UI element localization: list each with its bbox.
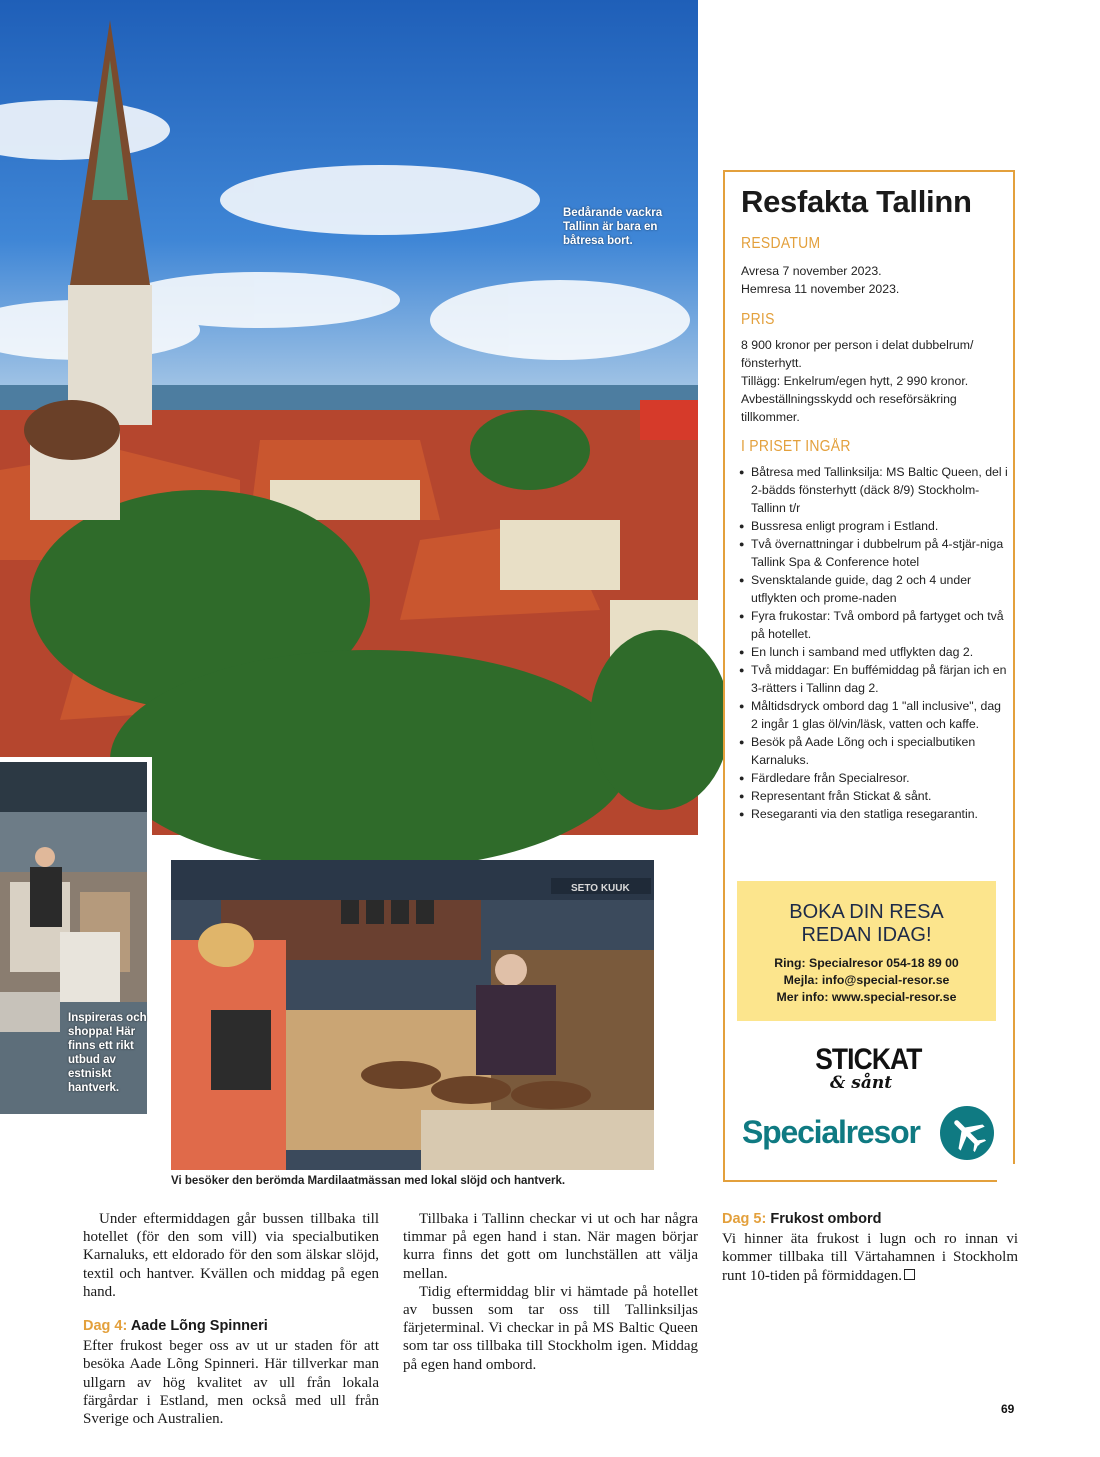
list-item: ● Representant från Stickat & sånt. <box>739 787 1009 805</box>
price-extra: Tillägg: Enkelrum/egen hytt, 2 990 kronor. Avbeställningsskydd och reseförsäkring tillkommer. <box>741 374 969 424</box>
paragraph: Efter frukost beger oss av ut ur staden för att besöka Aade Lõng Spinneri. Här tillverkar man ullgarn av hög kvalitet av ull från lokala färgårdar i Estland, men också med ull från Sverige och Australien. <box>83 1338 379 1428</box>
resdatum-heading: RESDATUM <box>741 235 821 252</box>
hero-photo-tallinn <box>0 0 698 835</box>
ingar-heading: I PRISET INGÅR <box>741 438 851 455</box>
list-item: ● En lunch i samband med utflykten dag 2. <box>739 643 1009 661</box>
market-photo <box>171 860 654 1170</box>
day-4-label: Dag 4: <box>83 1318 128 1335</box>
shop-caption: Inspireras och shoppa! Här finns ett rikt utbud av estniskt hantverk. <box>68 1012 147 1094</box>
booking-web[interactable]: Mer info: www.special-resor.se <box>776 990 957 1004</box>
day-4-title: Aade Lõng Spinneri <box>130 1318 268 1335</box>
day-4-heading <box>83 1317 379 1335</box>
list-item: ● Färdledare från Specialresor. <box>739 769 1009 787</box>
stickat-logo-text: STICKAT <box>815 1043 922 1076</box>
return-date: Hemresa 11 november 2023. <box>741 282 900 296</box>
page-number: 69 <box>1001 1402 1015 1416</box>
list-item: ● Fyra frukostar: Två ombord på fartyget och två på hotellet. <box>739 607 1009 643</box>
booking-heading <box>737 901 996 947</box>
booking-heading-line-2: REDAN IDAG! <box>801 924 932 946</box>
airplane-icon <box>940 1106 994 1160</box>
specialresor-logo <box>742 1106 1002 1164</box>
list-item: ● Besök på Aade Lõng och i specialbutiken Karnaluks. <box>739 733 1009 769</box>
list-item: ● Resegaranti via den statliga resegarantin. <box>739 805 1009 823</box>
article-column-1 <box>83 1210 379 1428</box>
paragraph: Under eftermiddagen går bussen tillbaka till hotellet (för den som vill) via specialbutiken Karnaluks, ett eldorado för den som älskar slöjd, textil och hantver. Kvällen och middag på egen hand. <box>83 1211 379 1300</box>
list-item: ● Måltidsdryck ombord dag 1 "all inclusive", dag 2 ingår 1 glas öl/vin/läsk, vatten och kaffe. <box>739 697 1009 733</box>
resdatum-text <box>741 262 1006 298</box>
booking-contact <box>737 955 996 1006</box>
included-list <box>739 463 1009 823</box>
stickat-logo <box>808 1043 928 1099</box>
booking-phone[interactable]: Ring: Specialresor 054-18 89 00 <box>774 956 959 970</box>
list-item: ● Bussresa enligt program i Estland. <box>739 517 1009 535</box>
end-square-icon <box>904 1269 915 1280</box>
day-5-title: Frukost ombord <box>770 1211 882 1227</box>
day-5-heading <box>722 1210 1018 1228</box>
article-column-2 <box>403 1210 698 1373</box>
day-5-label: Dag 5: <box>722 1211 767 1227</box>
booking-email[interactable]: Mejla: info@special-resor.se <box>783 973 950 987</box>
list-item: ● Svensktalande guide, dag 2 och 4 under utflykten och prome-naden <box>739 571 1009 607</box>
price-line: 8 900 kronor per person i delat dubbelrum/ fönsterhytt. <box>741 338 974 370</box>
pris-text <box>741 336 1006 426</box>
stickat-logo-sub: & sånt <box>830 1073 893 1093</box>
paragraph <box>722 1230 1018 1285</box>
paragraph: Tidig eftermiddag blir vi hämtade på hotellet av bussen som tar oss till Tallinksiljas färjeterminal. Vi checkar in på MS Baltic Queen som tar oss tillbaka till Stockholm igen. Middag på egen hand ombord. <box>403 1283 698 1373</box>
day-5-text: Vi hinner äta frukost i lugn och ro innan vi kommer tillbaka till Värtahamnen i Stockholm runt 10-tiden på förmiddagen. <box>722 1231 1018 1284</box>
pris-heading: PRIS <box>741 311 775 328</box>
specialresor-logo-text: Specialresor <box>742 1114 920 1150</box>
market-caption: Vi besöker den berömda Mardilaatmässan med lokal slöjd och hantverk. <box>171 1175 566 1187</box>
article-column-3 <box>722 1210 1018 1285</box>
booking-heading-line-1: BOKA DIN RESA <box>789 901 944 923</box>
list-item: ● Båtresa med Tallinksilja: MS Baltic Queen, del i 2-bädds fönsterhytt (däck 8/9) Stockholm-Tallinn t/r <box>739 463 1009 517</box>
list-item: ● Två middagar: En buffémiddag på färjan ich en 3-rätters i Tallinn dag 2. <box>739 661 1009 697</box>
paragraph: Tillbaka i Tallinn checkar vi ut och har några timmar på egen hand i stan. När magen börjar kurra finns det gott om lunchställen att välja mellan. <box>403 1211 698 1282</box>
departure-date: Avresa 7 november 2023. <box>741 264 882 278</box>
list-item: ● Två övernattningar i dubbelrum på 4-stjär-niga Tallink Spa & Conference hotel <box>739 535 1009 571</box>
booking-box <box>737 881 996 1021</box>
fact-box <box>723 170 1015 1182</box>
hero-caption: Bedårande vackra Tallinn är bara en båtresa bort. <box>563 207 663 247</box>
market-banner: SETO KUUK <box>571 883 630 894</box>
fact-box-title: Resfakta Tallinn <box>741 184 972 219</box>
